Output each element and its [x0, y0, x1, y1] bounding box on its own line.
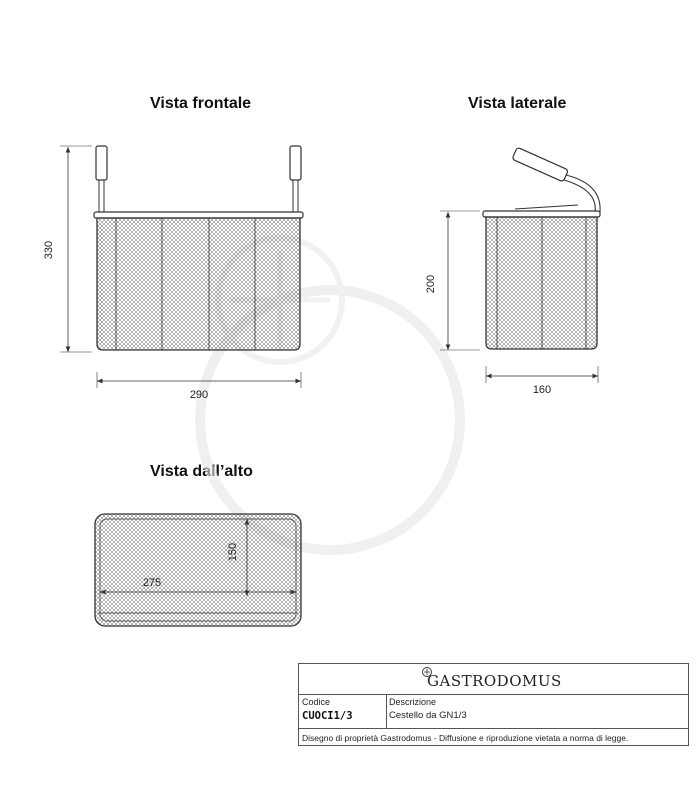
- side-handle: [512, 147, 568, 182]
- front-basket-body: [97, 218, 300, 350]
- title-block: [298, 663, 689, 746]
- side-width-label: 160: [532, 384, 552, 396]
- front-handle-right-grip: [290, 146, 301, 180]
- title-block-info-row: [299, 694, 688, 729]
- brand-logo-text: GASTRODOMUS: [427, 672, 562, 690]
- ownership-notice: Disegno di proprietà Gastrodomus - Diffusione e riproduzione vietata a norma di legge.: [302, 733, 629, 743]
- description-label: Descrizione: [389, 697, 437, 707]
- top-depth-label: 150: [227, 542, 239, 562]
- front-width-label: 290: [189, 389, 209, 401]
- side-basket-body: [486, 217, 597, 349]
- title-block-logo-row: [299, 664, 688, 695]
- side-height-label: 200: [425, 274, 437, 294]
- description-value: Cestello da GN1/3: [389, 710, 467, 721]
- code-value: CUOCI1/3: [302, 710, 353, 722]
- front-view-title: Vista frontale: [150, 95, 252, 112]
- code-label: Codice: [302, 697, 331, 707]
- top-length-label: 275: [142, 577, 162, 589]
- front-height-label: 330: [43, 240, 55, 260]
- side-rim: [483, 211, 600, 217]
- front-rim: [94, 212, 303, 218]
- top-view-title: Vista dall’alto: [150, 463, 253, 480]
- front-handle-left-grip: [96, 146, 107, 180]
- title-block-divider: [386, 694, 387, 728]
- side-view: [425, 147, 600, 396]
- top-basket-outline: [95, 514, 301, 626]
- top-view: [95, 514, 301, 626]
- side-view-title: Vista laterale: [468, 95, 567, 112]
